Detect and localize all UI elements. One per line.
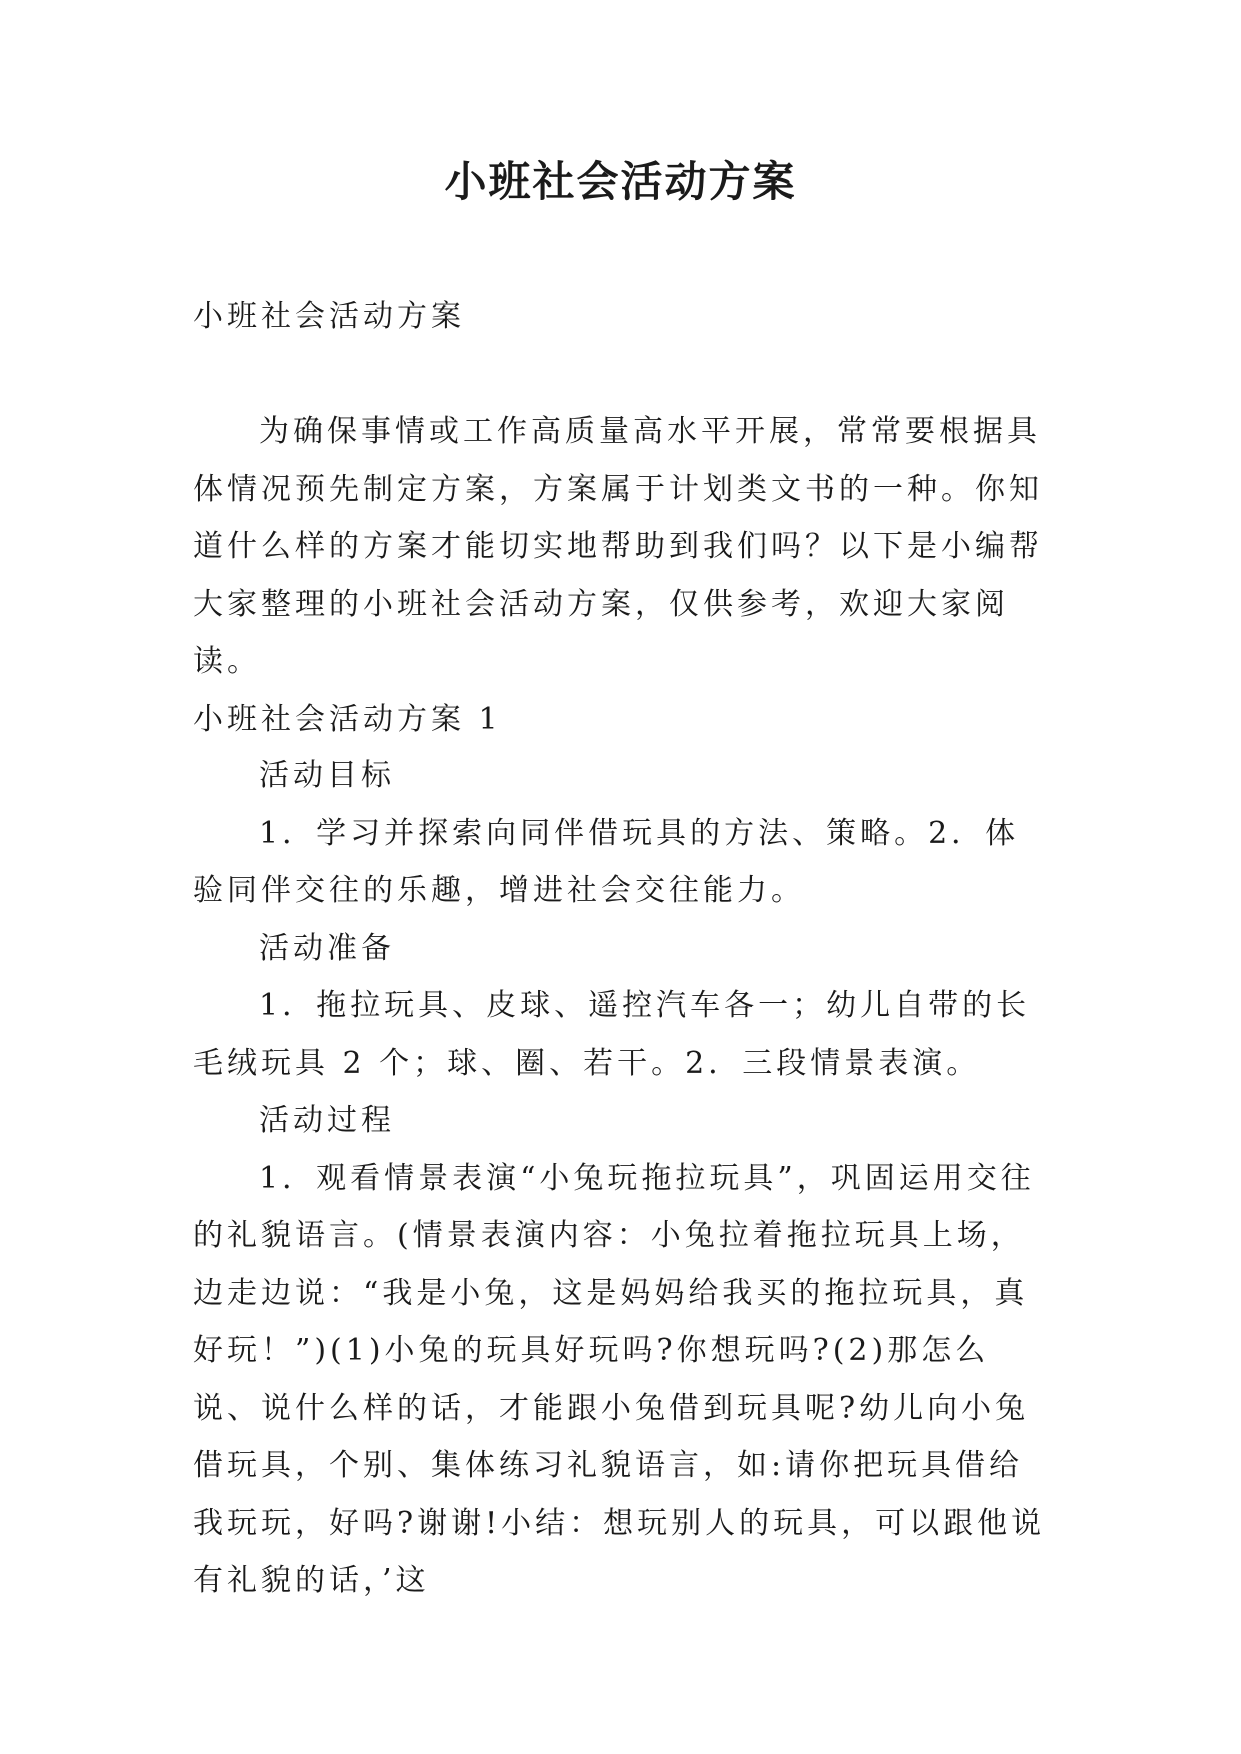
document-subtitle: 小班社会活动方案 <box>193 299 465 334</box>
paragraph-activity-preparation: 1．拖拉玩具、皮球、遥控汽车各一；幼儿自带的长毛绒玩具 2 个；球、圈、若干。2．三段情景表演。 <box>193 988 1031 1081</box>
paragraph-activity-process: 1．观看情景表演“小兔玩拖拉玩具”，巩固运用交往的礼貌语言。(情景表演内容：小兔拉着拖拉玩具上场，边走边说：“我是小兔，这是妈妈给我买的拖拉玩具，真好玩！”)(1)小兔的玩具好玩吗?你想玩吗?(2)那怎么说、说什么样的话，才能跟小兔借到玩具呢?幼儿向小兔借玩具，个别、集体练习礼貌语言，如:请你把玩具借给我玩玩，好吗?谢谢!小结：想玩别人的玩具，可以跟他说有礼貌的话，’这 <box>193 1160 1046 1598</box>
heading-activity-preparation: 活动准备 <box>259 930 395 966</box>
section-title: 小班社会活动方案 1 <box>193 702 502 737</box>
heading-activity-process: 活动过程 <box>259 1103 395 1138</box>
heading-activity-goals: 活动目标 <box>259 758 395 793</box>
paragraph-activity-goals: 1．学习并探索向同伴借玩具的方法、策略。2．体验同伴交往的乐趣，增进社会交往能力。 <box>193 815 1020 908</box>
document-title: 小班社会活动方案 <box>444 157 797 206</box>
intro-paragraph: 为确保事情或工作高质量高水平开展，常常要根据具体情况预先制定方案，方案属于计划类文书的一种。你知道什么样的方案才能切实地帮助到我们吗？以下是小编帮大家整理的小班社会活动方案，仅供参考，欢迎大家阅读。 <box>193 414 1043 679</box>
section-content <box>193 747 1053 1610</box>
